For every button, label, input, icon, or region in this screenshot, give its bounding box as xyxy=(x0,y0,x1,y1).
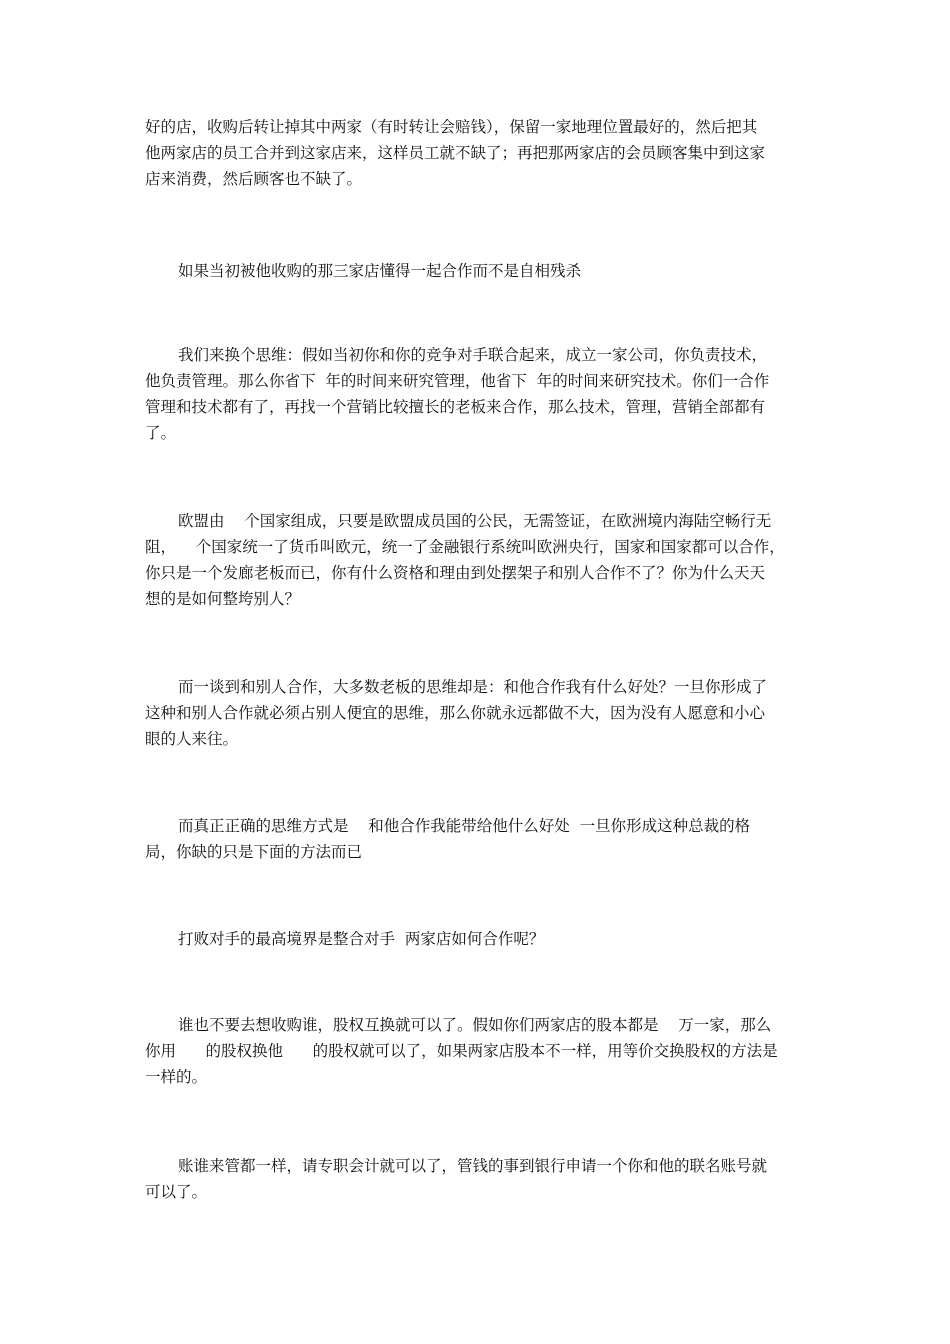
text-line: 谁也不要去想收购谁，股权互换就可以了。假如你们两家店的股本都是 万一家，那么 xyxy=(178,1016,772,1034)
text-line: 好的店，收购后转让掉其中两家（有时转让会赔钱），保留一家地理位置最好的，然后把其 xyxy=(145,118,758,136)
text-line: 账谁来管都一样，请专职会计就可以了，管钱的事到银行申请一个你和他的联名账号就 xyxy=(178,1157,768,1175)
paragraph-equity-swap xyxy=(145,1012,810,1090)
paragraph-three-shops xyxy=(145,258,810,284)
text-line: 他两家店的员工合并到这家店来，这样员工就不缺了；再把那两家店的会员顾客集中到这家 xyxy=(145,144,766,162)
text-line: 了。 xyxy=(145,424,177,442)
text-line: 店来消费，然后顾客也不缺了。 xyxy=(145,170,363,188)
paragraph-change-thinking xyxy=(145,342,810,446)
text-line: 你只是一个发廊老板而已，你有什么资格和理由到处摆架子和别人合作不了？你为什么天天 xyxy=(145,564,766,582)
text-line: 一样的。 xyxy=(145,1068,208,1086)
text-line: 阻， 个国家统一了货币叫欧元，统一了金融银行系统叫欧洲央行，国家和国家都可以合作， xyxy=(145,538,785,556)
text-line: 而一谈到和别人合作，大多数老板的思维却是：和他合作我有什么好处？一旦你形成了 xyxy=(178,678,768,696)
paragraph-accounting xyxy=(145,1153,810,1205)
paragraph-eu xyxy=(145,508,810,612)
paragraph-correct-thinking xyxy=(145,813,810,865)
text-line: 你用 的股权换他 的股权就可以了，如果两家店股本不一样，用等价交换股权的方法是 xyxy=(145,1042,778,1060)
text-line: 如果当初被他收购的那三家店懂得一起合作而不是自相残杀 xyxy=(178,262,582,280)
paragraph-boss-thinking xyxy=(145,674,810,752)
text-line: 而真正正确的思维方式是 和他合作我能带给他什么好处 一旦你形成这种总裁的格 xyxy=(178,817,751,835)
text-line: 打败对手的最高境界是整合对手 两家店如何合作呢？ xyxy=(178,930,545,948)
text-line: 这种和别人合作就必须占别人便宜的思维，那么你就永远都做不大，因为没有人愿意和小心 xyxy=(145,704,766,722)
text-line: 欧盟由 个国家组成，只要是欧盟成员国的公民，无需签证，在欧洲境内海陆空畅行无 xyxy=(178,512,772,530)
text-line: 想的是如何整垮别人？ xyxy=(145,590,301,608)
text-line: 局，你缺的只是下面的方法而已 xyxy=(145,843,363,861)
paragraph-integrate-rivals xyxy=(145,926,810,952)
text-line: 可以了。 xyxy=(145,1183,208,1201)
text-line: 管理和技术都有了，再找一个营销比较擅长的老板来合作，那么技术，管理，营销全部都有 xyxy=(145,398,766,416)
text-line: 我们来换个思维：假如当初你和你的竞争对手联合起来，成立一家公司，你负责技术， xyxy=(178,346,768,364)
paragraph-shop-consolidation xyxy=(145,114,810,192)
text-line: 他负责管理。那么你省下 年的时间来研究管理，他省下 年的时间来研究技术。你们一合作 xyxy=(145,372,770,390)
text-line: 眼的人来往。 xyxy=(145,730,239,748)
